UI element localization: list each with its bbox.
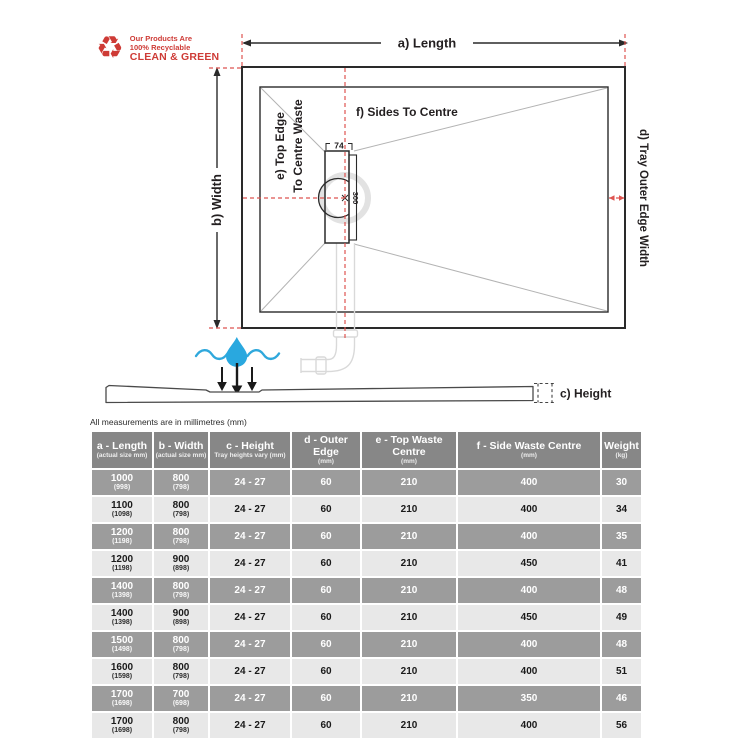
length-arrow-left: [242, 40, 251, 47]
table-cell: 24 - 27: [210, 578, 290, 603]
logo-line-1: Our Products Are: [129, 33, 193, 43]
table-cell: 210: [362, 470, 456, 495]
table-cell: 24 - 27: [210, 551, 290, 576]
table-cell: 400: [458, 470, 600, 495]
table-cell: 900 (898): [154, 551, 208, 576]
table-cell: 800 (798): [154, 578, 208, 603]
logo-line-2: 100% Recyclable: [129, 42, 191, 52]
length-arrow-right: [619, 40, 628, 47]
table-row: [92, 470, 641, 495]
label-waste-length: 300: [350, 191, 360, 205]
table-cell: 56: [602, 713, 641, 738]
table-cell: 24 - 27: [210, 497, 290, 522]
col-header-side-waste: f - Side Waste Centre (mm): [458, 432, 600, 468]
table-cell: 210: [362, 551, 456, 576]
table-cell: 51: [602, 659, 641, 684]
col-header-length: a - Length (actual size mm): [92, 432, 152, 468]
table-cell: 60: [292, 578, 360, 603]
table-cell: 400: [458, 578, 600, 603]
table-cell: 24 - 27: [210, 632, 290, 657]
table-cell: 800 (798): [154, 659, 208, 684]
table-cell: 1700 (1698): [92, 686, 152, 711]
recycle-icon: ♻: [96, 30, 124, 65]
table-cell: 24 - 27: [210, 686, 290, 711]
height-bracket: [534, 384, 556, 403]
table-cell: 400: [458, 632, 600, 657]
table-cell: 49: [602, 605, 641, 630]
table-cell: 1600 (1598): [92, 659, 152, 684]
table-cell: 34: [602, 497, 641, 522]
table-cell: 1200 (1198): [92, 524, 152, 549]
table-cell: 60: [292, 497, 360, 522]
table-cell: 1700 (1698): [92, 713, 152, 738]
table-cell: 35: [602, 524, 641, 549]
label-sides-to-centre: f) Sides To Centre: [356, 105, 458, 119]
col-header-width: b - Width (actual size mm): [154, 432, 208, 468]
table-row: [92, 524, 641, 549]
spec-table-body: [92, 470, 641, 738]
table-cell: 350: [458, 686, 600, 711]
table-cell: 24 - 27: [210, 605, 290, 630]
water-drop-icon: [226, 337, 247, 367]
col-header-weight: Weight (kg): [602, 432, 641, 468]
logo-line-3: CLEAN & GREEN: [129, 50, 220, 63]
table-cell: 800 (798): [154, 524, 208, 549]
col-header-top-waste: e - Top Waste Centre (mm): [362, 432, 456, 468]
table-cell: 210: [362, 659, 456, 684]
label-height: c) Height: [560, 386, 612, 401]
table-cell: 60: [292, 686, 360, 711]
table-cell: 60: [292, 713, 360, 738]
table-cell: 210: [362, 605, 456, 630]
col-header-height: c - Height Tray heights vary (mm): [210, 432, 290, 468]
table-cell: 60: [292, 632, 360, 657]
table-cell: 800 (798): [154, 470, 208, 495]
table-cell: 1000 (998): [92, 470, 152, 495]
label-outer-edge-width: d) Tray Outer Edge Width: [637, 129, 649, 267]
table-cell: 1400 (1398): [92, 578, 152, 603]
table-cell: 60: [292, 605, 360, 630]
table-cell: 210: [362, 632, 456, 657]
table-cell: 41: [602, 551, 641, 576]
table-row: [92, 686, 641, 711]
table-row: [92, 713, 641, 738]
table-cell: 60: [292, 659, 360, 684]
label-length: a) Length: [397, 35, 457, 51]
table-cell: 1500 (1498): [92, 632, 152, 657]
label-waste-width: 74: [334, 140, 344, 151]
table-cell: 60: [292, 524, 360, 549]
table-cell: 48: [602, 578, 641, 603]
table-cell: 210: [362, 578, 456, 603]
table-cell: 400: [458, 713, 600, 738]
table-cell: 400: [458, 524, 600, 549]
table-row: [92, 632, 641, 657]
table-cell: 24 - 27: [210, 470, 290, 495]
table-cell: 24 - 27: [210, 659, 290, 684]
label-width: b) Width: [209, 174, 224, 226]
table-row: [92, 578, 641, 603]
table-cell: 60: [292, 470, 360, 495]
table-cell: 210: [362, 713, 456, 738]
table-cell: 800 (798): [154, 632, 208, 657]
table-cell: 1100 (1098): [92, 497, 152, 522]
flow-arrows: [218, 363, 256, 394]
table-row: [92, 551, 641, 576]
table-cell: 210: [362, 686, 456, 711]
table-cell: 48: [602, 632, 641, 657]
table-cell: 60: [292, 551, 360, 576]
spec-table: [90, 430, 643, 740]
table-row: [92, 605, 641, 630]
label-top-edge-1: e) Top Edge: [273, 112, 287, 180]
table-cell: 800 (798): [154, 713, 208, 738]
table-cell: 24 - 27: [210, 524, 290, 549]
tray-side-profile: [106, 386, 533, 403]
table-cell: 1400 (1398): [92, 605, 152, 630]
table-header-row: [92, 432, 641, 468]
table-cell: 210: [362, 497, 456, 522]
table-cell: 24 - 27: [210, 713, 290, 738]
table-cell: 46: [602, 686, 641, 711]
table-row: [92, 497, 641, 522]
table-cell: 1200 (1198): [92, 551, 152, 576]
col-header-outer-edge: d - Outer Edge (mm): [292, 432, 360, 468]
table-cell: 450: [458, 605, 600, 630]
table-cell: 400: [458, 659, 600, 684]
table-cell: 450: [458, 551, 600, 576]
label-top-edge-2: To Centre Waste: [291, 99, 305, 193]
measurements-note: All measurements are in millimetres (mm): [90, 417, 247, 427]
table-cell: 30: [602, 470, 641, 495]
table-cell: 900 (898): [154, 605, 208, 630]
table-row: [92, 659, 641, 684]
table-cell: 400: [458, 497, 600, 522]
table-cell: 800 (798): [154, 497, 208, 522]
table-cell: 210: [362, 524, 456, 549]
table-cell: 700 (698): [154, 686, 208, 711]
